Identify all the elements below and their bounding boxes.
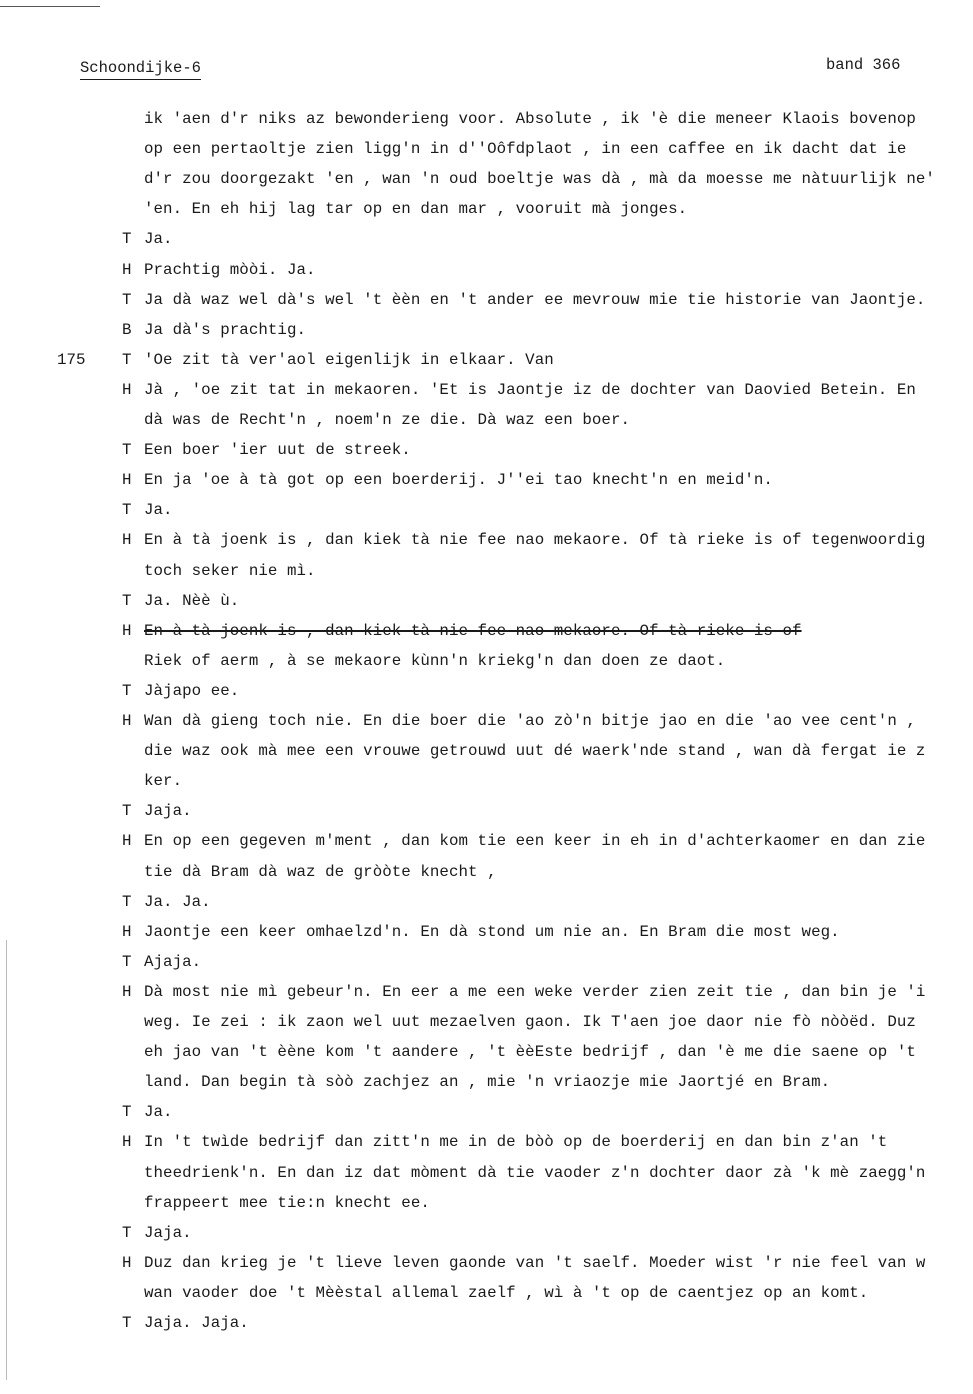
speaker-label: B	[122, 321, 132, 339]
document-title: Schoondijke-6	[80, 58, 201, 80]
transcript-line	[0, 1101, 973, 1123]
struck-through-text: En à tà joenk is , dan kiek tà nie fee nao mekaore. Of tà rieke is of	[144, 622, 802, 640]
line-text: Ja. Nèè ù.	[144, 592, 240, 610]
transcript-line	[0, 198, 973, 220]
transcript-line	[0, 1192, 973, 1214]
line-text: Ajaja.	[144, 953, 202, 971]
line-text: d'r zou doorgezakt 'en , wan 'n oud boeltje was dà , mà da moesse me nàtuurlijk ne'	[144, 170, 935, 188]
transcript-line	[0, 620, 973, 642]
speaker-label: H	[122, 471, 132, 489]
line-text: weg. Ie zei : ik zaon wel uut mezaelven gaon. Ik T'aen joe daor nie fò nòòëd. Duz	[144, 1013, 916, 1031]
speaker-label: T	[122, 1103, 132, 1121]
transcript-line	[0, 981, 973, 1003]
line-text: wan vaoder doe 't Mèèstal allemal zaelf , wì à 't op de caentjez op an komt.	[144, 1284, 869, 1302]
speaker-label: T	[122, 802, 132, 820]
speaker-label: T	[122, 441, 132, 459]
line-text: Jaja.	[144, 1224, 192, 1242]
line-text: En à tà joenk is , dan kiek tà nie fee nao mekaore. Of tà rieke is of tegenwoordig	[144, 531, 926, 549]
line-text: Ja dà's prachtig.	[144, 321, 307, 339]
transcript-line	[0, 830, 973, 852]
speaker-label: T	[122, 351, 132, 369]
line-text: ker.	[144, 772, 183, 790]
transcript-line	[0, 349, 973, 371]
transcript-line	[0, 409, 973, 431]
line-text: Ja dà waz wel dà's wel 't èèn en 't ander ee mevrouw mie tie historie van Jaontje.	[144, 291, 926, 309]
speaker-label: H	[122, 622, 132, 640]
line-text: Riek of aerm , à se mekaore kùnn'n kriekg'n dan doen ze daot.	[144, 652, 726, 670]
transcript-line	[0, 469, 973, 491]
speaker-label: H	[122, 1133, 132, 1151]
transcript-line	[0, 590, 973, 612]
line-text: Jaja. Jaja.	[144, 1314, 249, 1332]
transcript-line	[0, 1011, 973, 1033]
transcript-line	[0, 289, 973, 311]
line-text: Jaontje een keer omhaelzd'n. En dà stond um nie an. En Bram die most weg.	[144, 923, 840, 941]
line-text: In 't twìde bedrijf dan zitt'n me in de bòò op de boerderij en dan bin z'an 't	[144, 1133, 888, 1151]
transcript-line	[0, 168, 973, 190]
speaker-label: H	[122, 381, 132, 399]
transcript-line	[0, 439, 973, 461]
line-text: toch seker nie mì.	[144, 562, 316, 580]
speaker-label: T	[122, 1314, 132, 1332]
transcript-line	[0, 1252, 973, 1274]
transcript-line	[0, 891, 973, 913]
speaker-label: H	[122, 712, 132, 730]
transcript-line	[0, 921, 973, 943]
line-text: Prachtig mòòi. Ja.	[144, 261, 316, 279]
speaker-label: H	[122, 531, 132, 549]
line-number: 175	[57, 351, 86, 369]
line-text: Ja.	[144, 501, 173, 519]
transcript-line	[0, 770, 973, 792]
transcript-line	[0, 951, 973, 973]
speaker-label: H	[122, 261, 132, 279]
line-text: op een pertaoltje zien ligg'n in d''Oôfdplaot , in een caffee en ik dacht dat ie	[144, 140, 907, 158]
transcript-line	[0, 1131, 973, 1153]
transcript-line	[0, 680, 973, 702]
transcript-line	[0, 259, 973, 281]
transcript-line	[0, 1162, 973, 1184]
transcript-line	[0, 861, 973, 883]
speaker-label: H	[122, 832, 132, 850]
speaker-label: T	[122, 682, 132, 700]
transcript-line	[0, 499, 973, 521]
speaker-label: H	[122, 983, 132, 1001]
tape-number: band 366	[826, 56, 901, 74]
transcript-line	[0, 228, 973, 250]
line-text: Jà , 'oe zit tat in mekaoren. 'Et is Jaontje iz de dochter van Daovied Betein. En	[144, 381, 916, 399]
line-text: En ja 'oe à tà got op een boerderij. J''ei tao knecht'n en meid'n.	[144, 471, 773, 489]
line-text: En op een gegeven m'ment , dan kom tie een keer in eh in d'achterkaomer en dan zie	[144, 832, 926, 850]
line-text: frappeert mee tie:n knecht ee.	[144, 1194, 430, 1212]
line-text: Ja. Ja.	[144, 893, 211, 911]
transcript-line	[0, 560, 973, 582]
transcript-line	[0, 319, 973, 341]
speaker-label: T	[122, 230, 132, 248]
transcript-line	[0, 138, 973, 160]
line-text: Jàjapo ee.	[144, 682, 240, 700]
line-text: Een boer 'ier uut de streek.	[144, 441, 411, 459]
line-text: dà was de Recht'n , noem'n ze die. Dà waz een boer.	[144, 411, 631, 429]
transcript-line	[0, 1282, 973, 1304]
speaker-label: T	[122, 953, 132, 971]
transcript-line	[0, 650, 973, 672]
speaker-label: H	[122, 1254, 132, 1272]
line-text: Dà most nie mì gebeur'n. En eer a me een weke verder zien zeit tie , dan bin je 'i	[144, 983, 926, 1001]
line-text: Ja.	[144, 1103, 173, 1121]
line-text: Wan dà gieng toch nie. En die boer die 'ao zò'n bitje jao en die 'ao vee cent'n ,	[144, 712, 916, 730]
transcript-line	[0, 710, 973, 732]
line-text: Duz dan krieg je 't lieve leven gaonde van 't saelf. Moeder wist 'r nie feel van w	[144, 1254, 926, 1272]
line-text: theedrienk'n. En dan iz dat mòment dà tie vaoder z'n dochter daor zà 'k mè zaegg'n	[144, 1164, 926, 1182]
speaker-label: T	[122, 501, 132, 519]
line-text: eh jao van 't èène kom 't aandere , 't èèEste bedrijf , dan 'è me die saene op 't	[144, 1043, 916, 1061]
transcript-line	[0, 1041, 973, 1063]
line-text: ik 'aen d'r niks az bewonderieng voor. Absolute , ik 'è die meneer Klaois bovenop	[144, 110, 916, 128]
transcript-line	[0, 800, 973, 822]
speaker-label: T	[122, 291, 132, 309]
line-text: Ja.	[144, 230, 173, 248]
transcript-line	[0, 1071, 973, 1093]
transcript-line	[0, 529, 973, 551]
line-text: land. Dan begin tà sòò zachjez an , mie 'n vriaozje mie Jaortjé en Bram.	[144, 1073, 831, 1091]
transcript-line	[0, 379, 973, 401]
speaker-label: H	[122, 923, 132, 941]
transcript-line	[0, 1222, 973, 1244]
line-text: die waz ook mà mee een vrouwe getrouwd uut dé waerk'nde stand , wan dà fergat ie z	[144, 742, 926, 760]
line-text: tie dà Bram dà waz de gròòte knecht ,	[144, 863, 497, 881]
line-text: Jaja.	[144, 802, 192, 820]
transcript-line	[0, 108, 973, 130]
line-text: 'en. En eh hij lag tar op en dan mar , vooruit mà jonges.	[144, 200, 688, 218]
transcript-line	[0, 740, 973, 762]
top-left-rule	[0, 6, 100, 7]
speaker-label: T	[122, 592, 132, 610]
line-text: 'Oe zit tà ver'aol eigenlijk in elkaar. Van	[144, 351, 554, 369]
speaker-label: T	[122, 893, 132, 911]
speaker-label: T	[122, 1224, 132, 1242]
transcript-line	[0, 1312, 973, 1334]
